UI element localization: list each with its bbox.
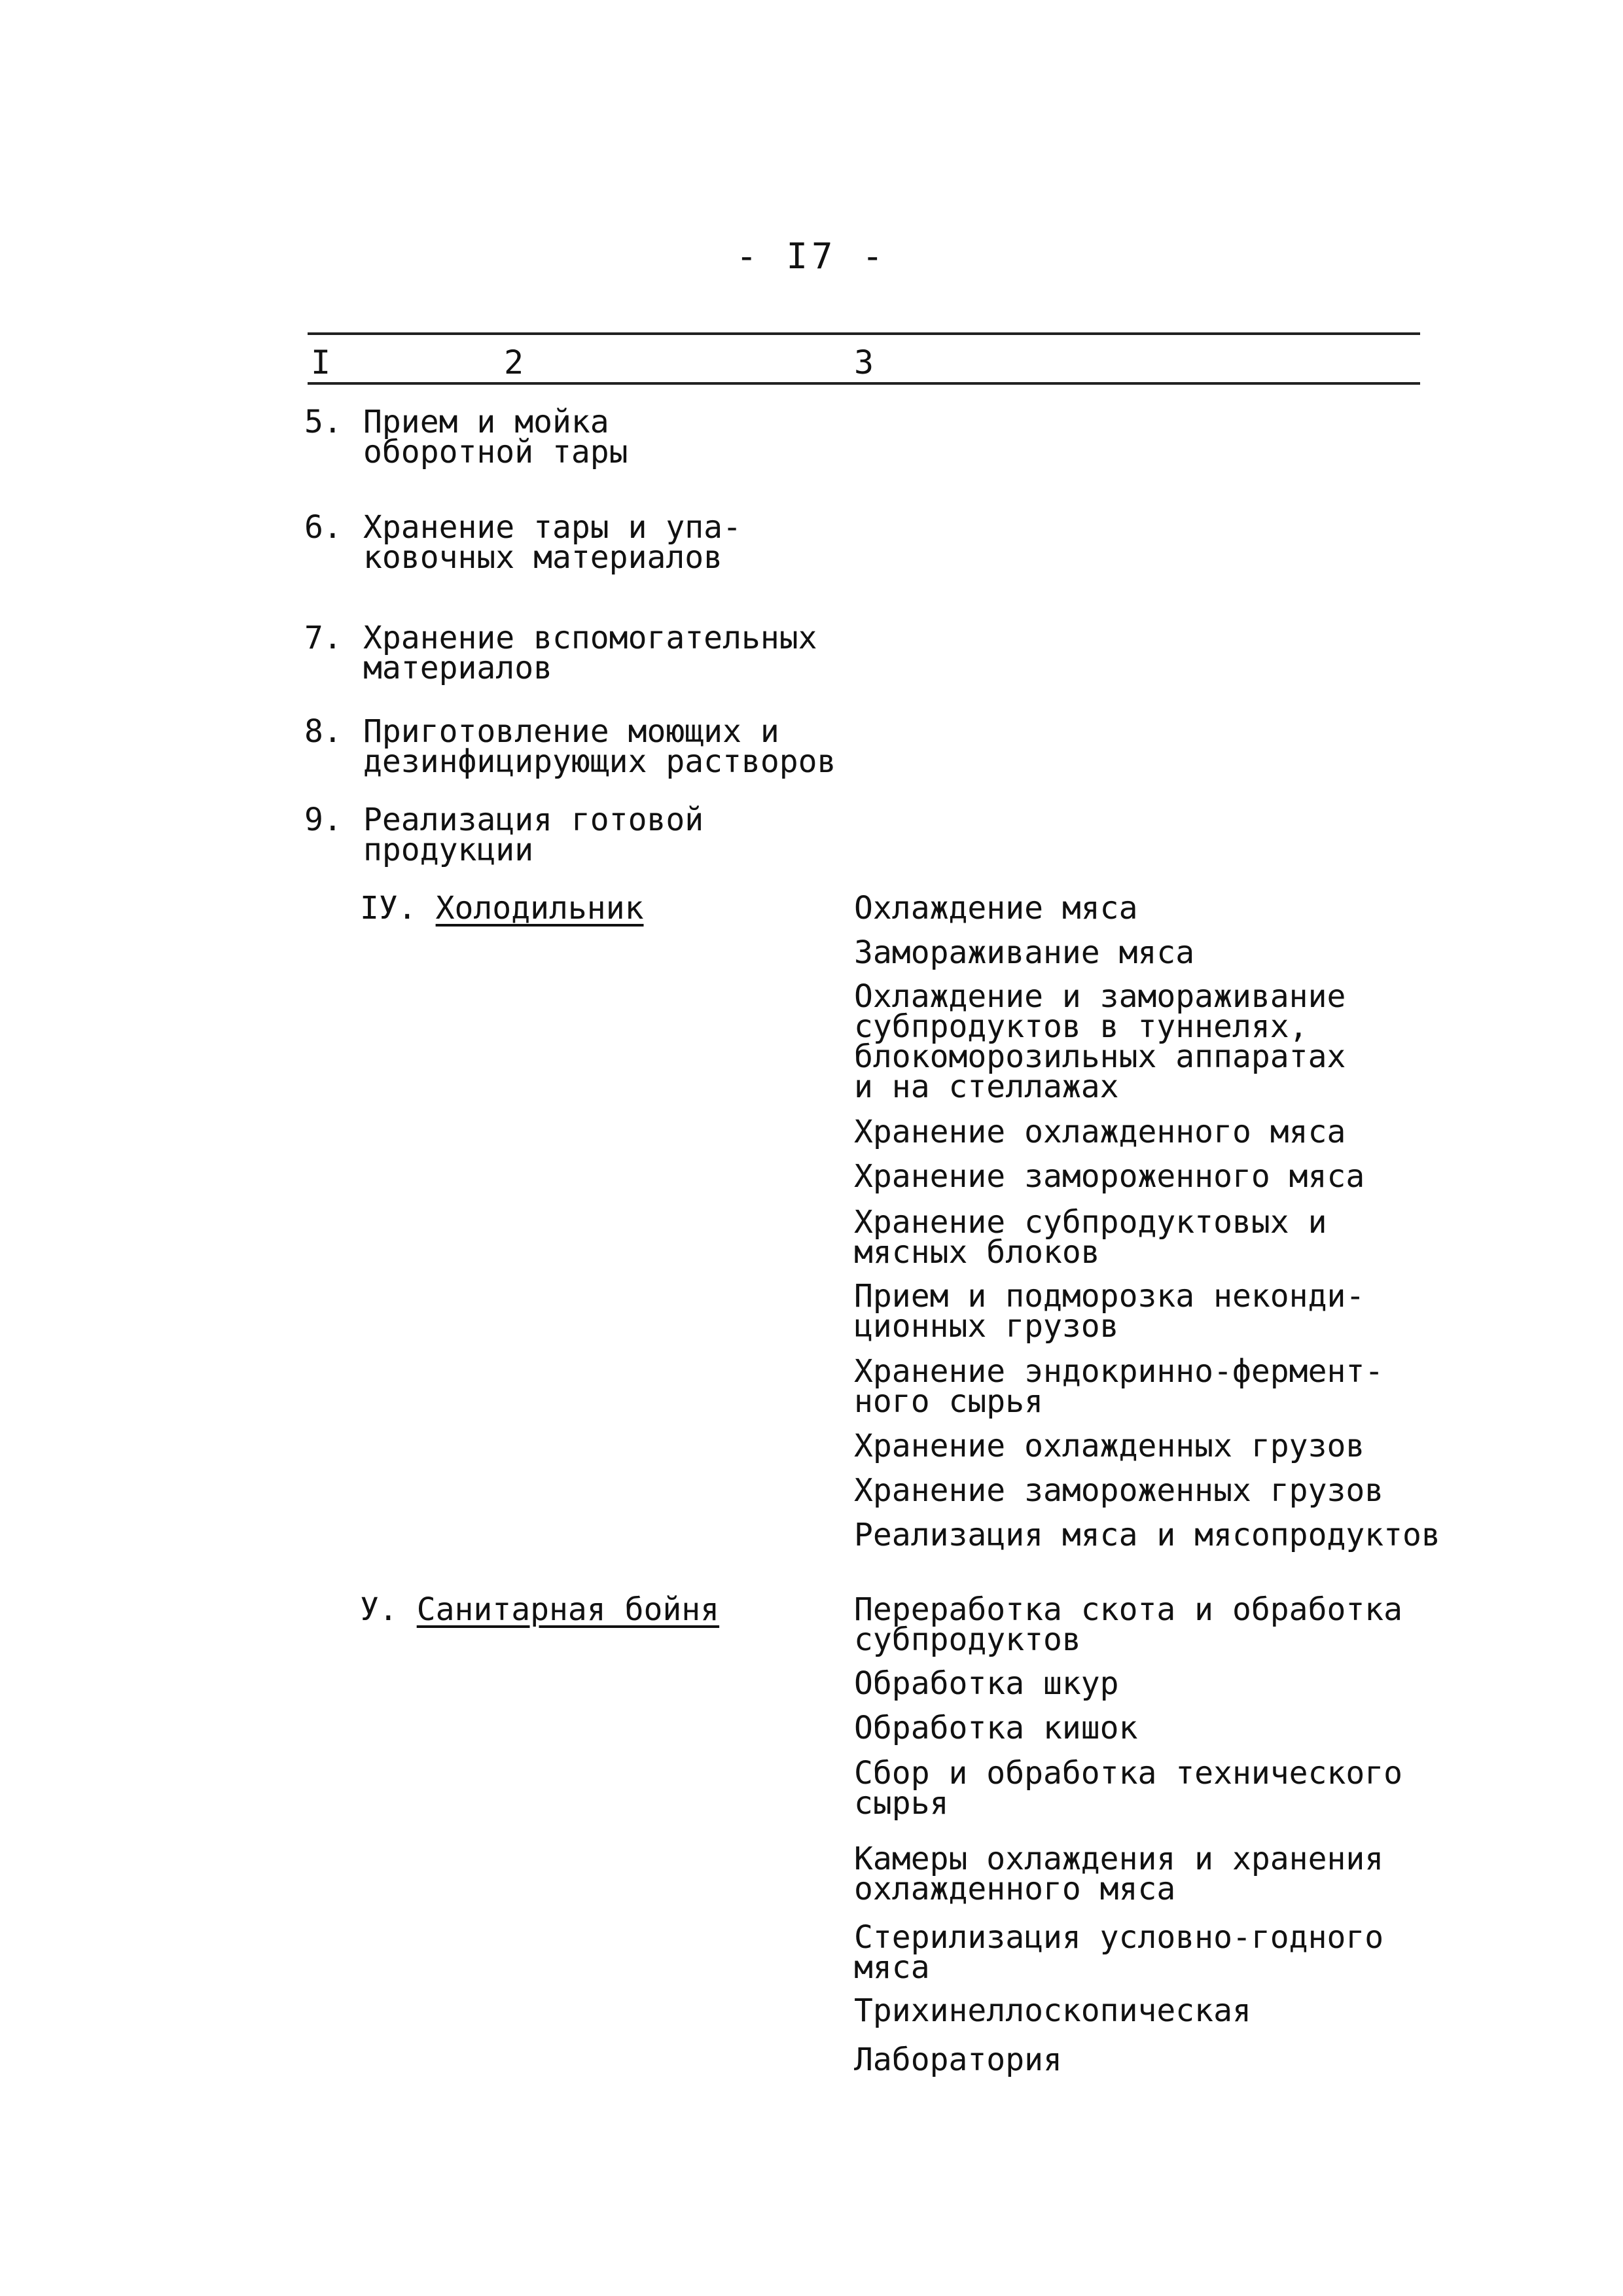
item-text: Прием и мойка оборотной тары: [363, 404, 628, 470]
item-text: Хранение вспомогательных материалов: [363, 620, 817, 686]
section-title: Холодильник: [435, 890, 644, 927]
item-text: Приготовление моющих и дезинфицирующих растворов: [363, 713, 836, 780]
list-item: Охлаждение и замораживание субпродуктов в туннелях, блокоморозильных аппаратах и на стеллажах: [854, 978, 1346, 1105]
list-item: Обработка шкур: [854, 1665, 1119, 1702]
list-item: Хранение охлажденных грузов: [854, 1428, 1365, 1464]
list-item: Реализация мяса и мясопродуктов: [854, 1517, 1440, 1553]
item-number: 7.: [304, 620, 342, 656]
item-number: 6.: [304, 509, 342, 546]
list-item: Хранение субпродуктовых и мясных блоков: [854, 1204, 1327, 1271]
item-number: 9.: [304, 802, 342, 838]
item-number: 8.: [304, 713, 342, 750]
list-item: Обработка кишок: [854, 1710, 1138, 1746]
page-number: - I7 -: [736, 236, 887, 277]
section-number: У.: [360, 1591, 398, 1628]
list-item: [304, 802, 704, 868]
section-title: Санитарная бойня: [416, 1591, 720, 1628]
column-header-2: 2: [504, 344, 524, 381]
list-item: Лаборатория: [854, 2041, 1062, 2078]
list-item: [304, 713, 836, 780]
list-item: Хранение охлажденного мяса: [854, 1114, 1346, 1150]
table-top-rule: [308, 332, 1420, 335]
list-item: Прием и подморозка неконди- ционных грузов: [854, 1278, 1365, 1345]
section-heading-iv: [360, 890, 644, 927]
table-header-rule: [308, 382, 1420, 385]
list-item: Стерилизация условно-годного мяса: [854, 1919, 1384, 1986]
item-number: 5.: [304, 404, 342, 440]
column-header-3: 3: [854, 344, 874, 381]
list-item: [304, 404, 628, 470]
list-item: Замораживание мяса: [854, 934, 1195, 971]
section-number: IУ.: [360, 890, 417, 927]
item-text: Реализация готовой продукции: [363, 802, 704, 868]
column-header-1: I: [311, 344, 331, 381]
list-item: Хранение эндокринно-фермент- ного сырья: [854, 1353, 1384, 1420]
item-text: Хранение тары и упа- ковочных материалов: [363, 509, 741, 576]
list-item: [304, 620, 817, 686]
list-item: Камеры охлаждения и хранения охлажденного мяса: [854, 1841, 1384, 1907]
list-item: Сбор и обработка технического сырья: [854, 1755, 1403, 1822]
list-item: Хранение замороженного мяса: [854, 1158, 1365, 1195]
section-heading-v: [360, 1591, 720, 1628]
list-item: Хранение замороженных грузов: [854, 1472, 1384, 1509]
list-item: Трихинеллоскопическая: [854, 1992, 1251, 2029]
list-item: Переработка скота и обработка субпродуктов: [854, 1591, 1403, 1658]
list-item: Охлаждение мяса: [854, 890, 1138, 927]
list-item: [304, 509, 741, 576]
